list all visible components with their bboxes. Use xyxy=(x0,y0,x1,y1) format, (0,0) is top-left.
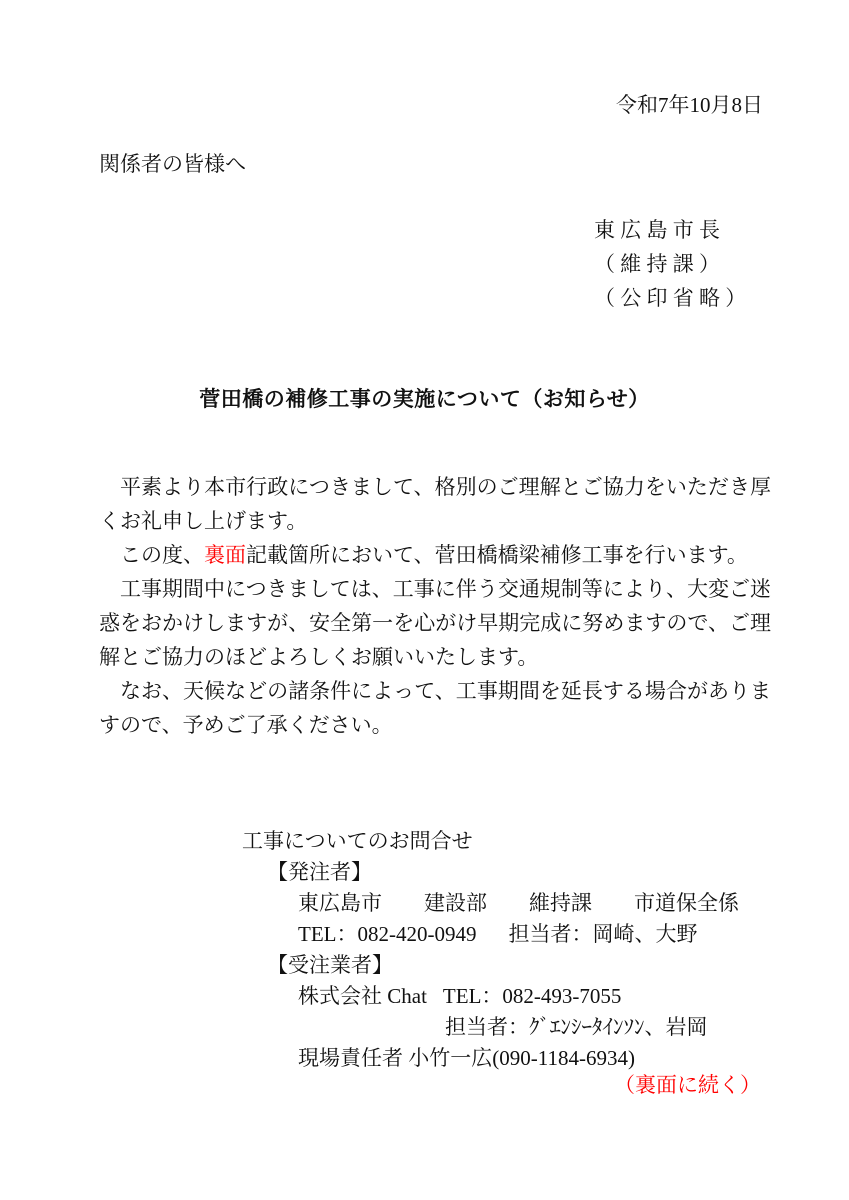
paragraph-notice-suffix: 記載箇所において、菅田橋橋梁補修工事を行います。 xyxy=(246,543,748,567)
sender-department: （ 維 持 課 ） xyxy=(594,252,720,276)
paragraph-notice-prefix: この度、 xyxy=(120,543,204,567)
contractor-label: 【受注業者】 xyxy=(267,953,393,977)
paragraph-notice xyxy=(99,538,771,572)
sender-seal-omitted-note: （ 公 印 省 略 ） xyxy=(594,286,747,310)
contractor-person: 担当者：ｸﾞｴﾝｼｰﾀｲﾝｿﾝ、岩岡 xyxy=(445,1015,708,1039)
document-title: 菅田橋の補修工事の実施について（お知らせ） xyxy=(199,387,650,411)
paragraph-caveat: なお、天候などの諸条件によって、工事期間を延長する場合がありますので、予めご了承ください。 xyxy=(99,679,771,737)
orderer-tel: TEL：082-420-0949 xyxy=(298,922,477,946)
contractor-contact-line xyxy=(242,981,739,1012)
sender-name: 東 広 島 市 長 xyxy=(594,218,720,242)
contractor-tel: TEL：082-493-7055 xyxy=(442,984,622,1008)
date-line: 令和7年10月8日 xyxy=(616,93,763,117)
body-text xyxy=(99,470,771,742)
contractor-company: 株式会社 Chat xyxy=(298,984,427,1008)
orderer-contact-line xyxy=(242,919,739,950)
orderer-person: 担当者：岡崎、大野 xyxy=(508,922,698,946)
back-page-highlight: 裏面 xyxy=(204,543,246,567)
sender-block xyxy=(594,213,746,315)
addressee-line: 関係者の皆様へ xyxy=(99,152,246,176)
contact-section xyxy=(242,826,739,1074)
site-manager: 現場責任者 小竹一広(090-1184-6934) xyxy=(298,1046,635,1070)
orderer-label: 【発注者】 xyxy=(267,860,372,884)
continuation-note: （裏面に続く） xyxy=(614,1073,761,1097)
orderer-organization: 東広島市 建設部 維持課 市道保全係 xyxy=(298,891,739,915)
paragraph-apology: 工事期間中につきましては、工事に伴う交通規制等により、大変ご迷惑をおかけしますが、安全第一を心がけ早期完成に努めますので、ご理解とご協力のほどよろしくお願いいたします。 xyxy=(99,577,771,669)
contact-heading: 工事についてのお問合せ xyxy=(242,829,473,853)
paragraph-greeting: 平素より本市行政につきまして、格別のご理解とご協力をいただき厚くお礼申し上げます。 xyxy=(99,475,771,533)
